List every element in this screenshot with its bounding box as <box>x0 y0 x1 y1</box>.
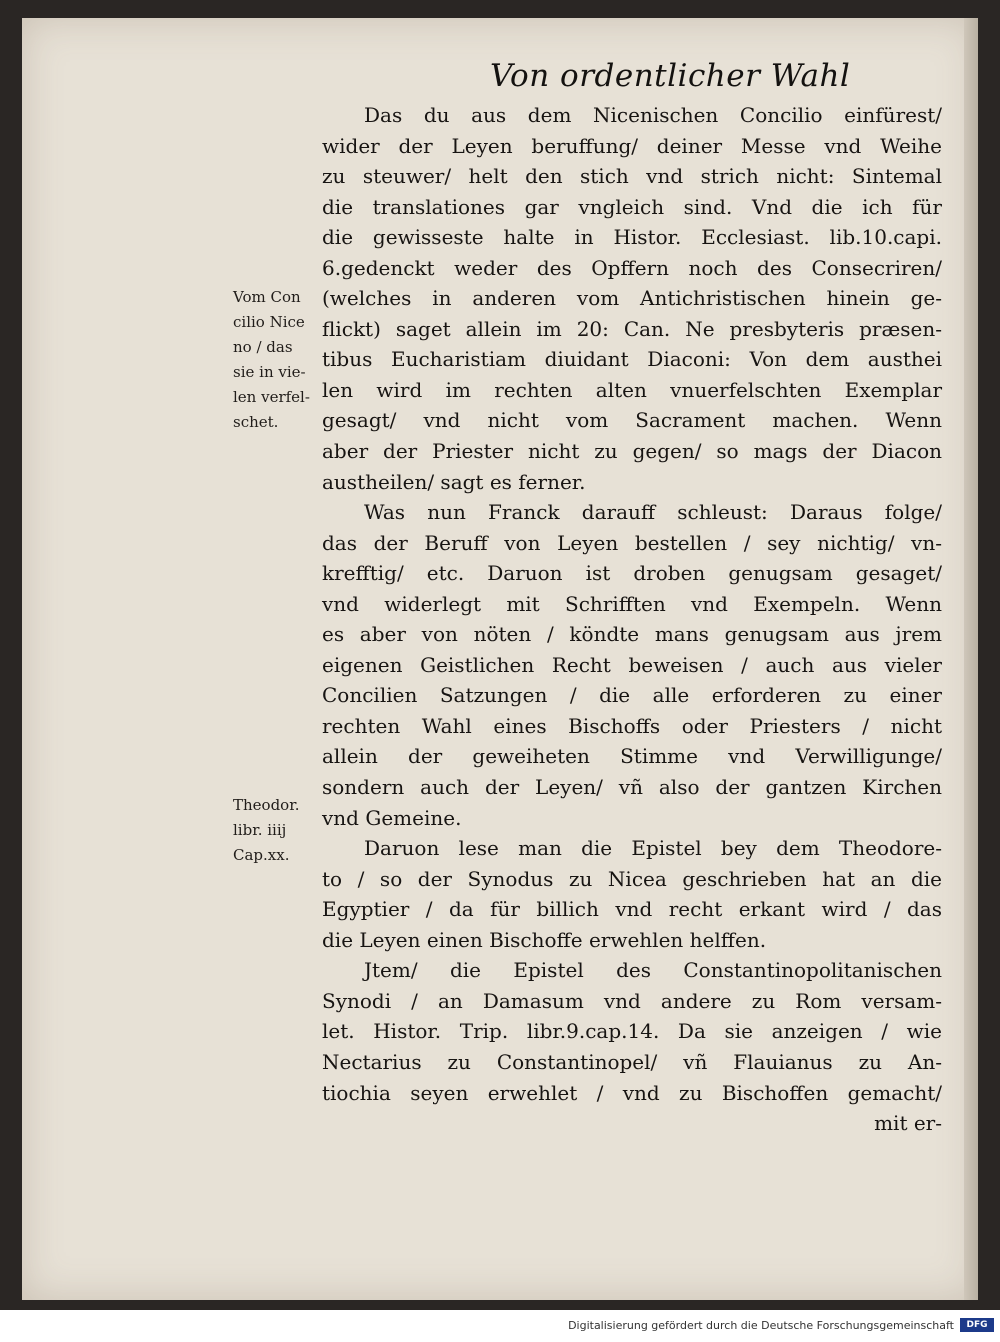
text-line: flickt) saget allein im 20: Can. Ne presbyteris præsen- <box>322 316 942 341</box>
funding-credit: Digitalisierung gefördert durch die Deutsche Forschungsgemeinschaft <box>568 1319 954 1332</box>
page-edge <box>964 18 978 1300</box>
margin-note-theodor <box>233 793 300 868</box>
catchword: mit er- <box>874 1111 942 1136</box>
margin-note-line: schet. <box>233 413 279 431</box>
text-line: to / so der Synodus zu Nicea geschrieben hat an die <box>322 866 942 891</box>
margin-note-line: Vom Con <box>233 288 301 306</box>
text-line: Concilien Satzungen / die alle erforderen zu einer <box>322 683 942 708</box>
margin-note-line: Theodor. <box>233 796 300 814</box>
text-line: die gewisseste halte in Histor. Ecclesiast. lib.10.capi. <box>322 225 942 250</box>
text-line: eigenen Geistlichen Recht beweisen / auch aus vieler <box>322 652 942 677</box>
margin-note-line: libr. iiij <box>233 821 287 839</box>
text-line: es aber von nöten / köndte mans genugsam aus jrem <box>322 622 942 647</box>
text-line: das der Beruff von Leyen bestellen / sey nichtig/ vn- <box>322 530 942 555</box>
text-line: austheilen/ sagt es ferner. <box>322 469 586 494</box>
text-line: die Leyen einen Bischoffe erwehlen helffen. <box>322 927 767 952</box>
text-line: Was nun Franck darauff schleust: Daraus folge/ <box>364 500 942 525</box>
text-line: wider der Leyen beruffung/ deiner Messe vnd Weihe <box>322 133 942 158</box>
margin-note-council <box>233 285 310 435</box>
running-heading: Von ordentlicher Wahl <box>490 58 851 94</box>
text-line: die translationes gar vngleich sind. Vnd die ich für <box>322 194 942 219</box>
text-line: tiochia seyen erwehlet / vnd zu Bischoffen gemacht/ <box>322 1080 942 1105</box>
text-line: Jtem/ die Epistel des Constantinopolitanischen <box>364 958 942 983</box>
text-line: let. Histor. Trip. libr.9.cap.14. Da sie anzeigen / wie <box>322 1019 942 1044</box>
text-line: Daruon lese man die Epistel bey dem Theodore- <box>364 836 942 861</box>
text-line: vnd widerlegt mit Schrifften vnd Exempeln. Wenn <box>322 591 942 616</box>
footer-bar <box>0 1310 1000 1342</box>
text-line: vnd Gemeine. <box>322 805 462 830</box>
text-line: sondern auch der Leyen/ vñ also der gantzen Kirchen <box>322 775 942 800</box>
text-line: rechten Wahl eines Bischoffs oder Priesters / nicht <box>322 713 942 738</box>
dfg-logo: DFG <box>960 1318 994 1332</box>
text-line: gesagt/ vnd nicht vom Sacrament machen. Wenn <box>322 408 942 433</box>
text-line: Das du aus dem Nicenischen Concilio einfürest/ <box>364 103 942 127</box>
text-line: aber der Priester nicht zu gegen/ so mags der Diacon <box>322 439 942 464</box>
text-line: krefftig/ etc. Daruon ist droben genugsam gesaget/ <box>322 561 942 586</box>
text-line: (welches in anderen vom Antichristischen hinein ge- <box>322 286 942 311</box>
text-line: Nectarius zu Constantinopel/ vñ Flauianus zu An- <box>322 1049 942 1074</box>
margin-note-line: Cap.xx. <box>233 846 290 864</box>
margin-note-line: sie in vie- <box>233 363 306 381</box>
body-text <box>322 100 942 1139</box>
text-line: Egyptier / da für billich vnd recht erkant wird / das <box>322 897 942 922</box>
margin-note-line: cilio Nice <box>233 313 305 331</box>
text-line: len wird im rechten alten vnuerfelschten Exemplar <box>322 377 942 402</box>
text-line: tibus Eucharistiam diuidant Diaconi: Von dem austhei <box>322 347 942 372</box>
margin-note-line: no / das <box>233 338 293 356</box>
text-line: 6.gedenckt weder des Opffern noch des Consecriren/ <box>322 255 942 280</box>
text-line: allein der geweiheten Stimme vnd Verwilligunge/ <box>322 744 942 769</box>
text-line: Synodi / an Damasum vnd andere zu Rom versam- <box>322 988 942 1013</box>
text-line: zu steuwer/ helt den stich vnd strich nicht: Sintemal <box>322 164 942 189</box>
margin-note-line: len verfel- <box>233 388 310 406</box>
